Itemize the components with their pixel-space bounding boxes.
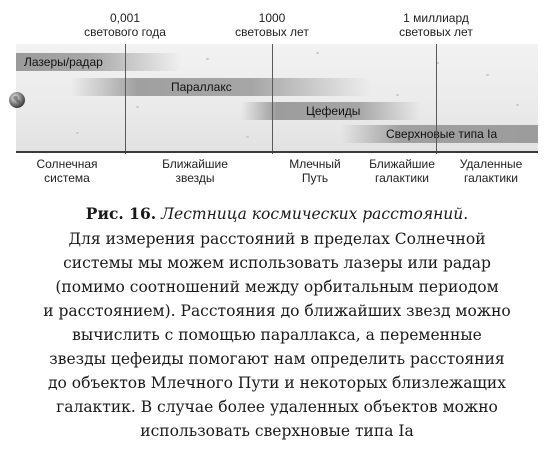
description-line: Для измерения расстояний в пределах Солнечной [68,230,486,248]
category-nearby-galaxies: Ближайшие галактики [369,157,435,185]
description-line: галактик. В случае более удаленных объектов можно [56,398,498,416]
distance-ladder-band [16,44,538,152]
tick-line-0001-ly [125,44,126,154]
bar-supernovae-ia: Сверхновые типа Ia [341,125,538,143]
figure-title: Лестница космических расстояний [161,205,464,223]
bar-parallax: Параллакс [71,78,371,96]
category-nearby-stars: Ближайшие звезды [162,157,228,185]
category-distant-galaxies: Удаленные галактики [459,157,523,185]
tick-line-1-billion-ly [436,44,437,154]
scale-baseline [16,151,538,153]
description-line: использовать сверхновые типа Ia [140,422,414,440]
star-dot [206,58,209,60]
star-dot [246,136,249,138]
figure-number: Рис. 16. [85,204,157,223]
description-line: (помимо соотношений между орбитальным периодом [55,278,499,296]
bar-cepheids: Цефеиды [241,102,421,120]
star-dot [76,132,79,134]
figure-caption [0,204,554,224]
description-line: и расстоянием). Расстояния до ближайших звезд можно [43,302,511,320]
description-line: вычислить с помощью параллакса, а переменные [72,326,482,344]
tick-label-1-billion-ly: 1 миллиард световых лет [399,11,473,39]
description-line: системы мы можем использовать лазеры или радар [63,254,491,272]
tick-label-1000-ly: 1000 световых лет [235,11,309,39]
bar-lasers-radar: Лазеры/радар [16,53,181,71]
figure-description [0,227,554,443]
figure-caption-end: . [463,205,469,223]
category-milky-way: Млечный Путь [289,157,341,185]
tick-label-0001-ly: 0,001 светового года [84,11,166,39]
description-line: до объектов Млечного Пути и некоторых близлежащих [48,374,506,392]
star-dot [486,74,489,76]
earth-icon [8,91,26,109]
star-dot [516,104,519,106]
description-line: звезды цефеиды помогают нам определить расстояния [49,350,505,368]
star-dot [396,94,399,96]
category-solar-system: Солнечная система [36,157,98,185]
star-dot [316,52,319,54]
star-dot [136,106,139,108]
tick-line-1000-ly [272,44,273,154]
